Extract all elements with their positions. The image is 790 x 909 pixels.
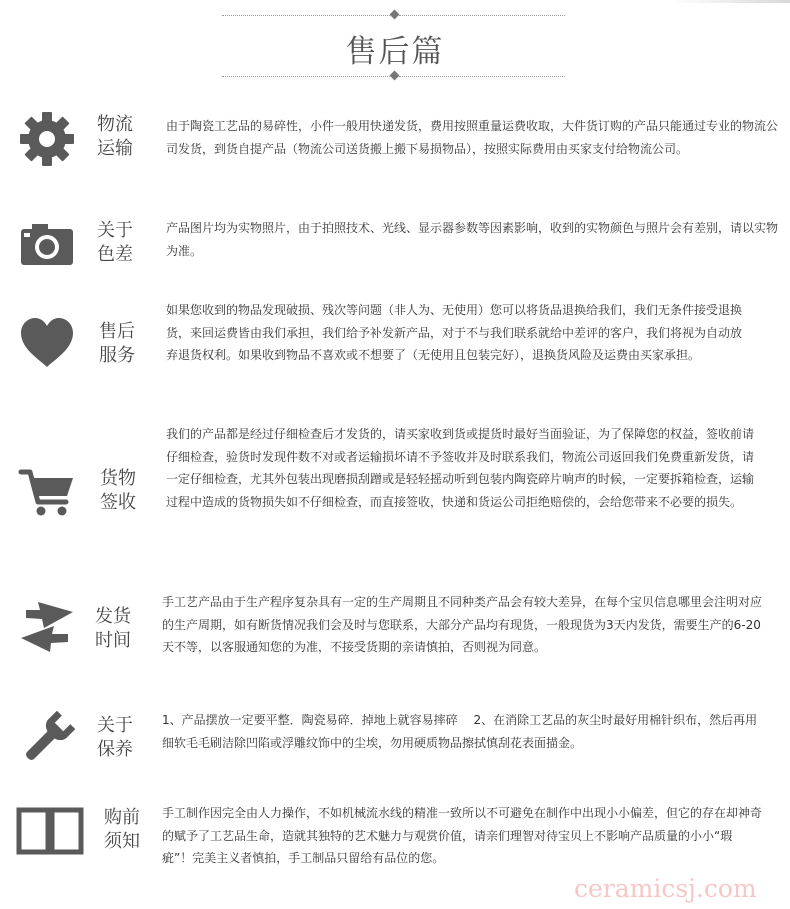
section-text: 产品图片均为实物照片，由于拍照技术、光线、显示器参数等因素影响，收到的实物颜色与照片会有差别，请以实物为准。 [166, 221, 779, 258]
section-label: 物流 运输 [97, 114, 133, 159]
wrench-icon [18, 710, 76, 768]
section-purchase-notice [0, 798, 790, 878]
open-book-icon [15, 802, 85, 856]
section-label: 关于 保养 [97, 715, 133, 760]
section-delivery-acceptance [0, 422, 790, 542]
top-divider-left [222, 15, 390, 16]
page-header [0, 0, 790, 80]
section-text: 如果您收到的物品发现破损、残次等问题（非人为、无使用）您可以将货品退换给我们，我们无条件接受退换货，来回运费皆由我们承担，我们给予补发新产品，对于不与我们联系就给中差评的客户，我们将视为自动放弃退货权利。如果收到物品不喜欢或不想要了（无使用且包装完好），退换货风险及运费由买家承担。 [166, 303, 743, 362]
exchange-arrows-icon [18, 598, 76, 656]
site-watermark: ceramicsj.com [574, 874, 757, 903]
section-text: 由于陶瓷工艺品的易碎性，小件一般用快递发货，费用按照重量运费收取，大件货订购的产品只能通过专业的物流公司发货，到货自提产品（物流公司送货搬上搬下易损物品），按照实际费用由买家支付给物流公司。 [166, 119, 779, 156]
section-label: 发货 时间 [95, 606, 131, 651]
bottom-divider-left [222, 76, 390, 77]
section-text: 手工艺产品由于生产程序复杂具有一定的生产周期且不同种类产品会有较大差异，在每个宝贝信息哪里会注明对应的生产周期，如有断货情况我们会及时与您联系，大部分产品均有现货，一般现货为3天内发货，需要生产的6-20天不等，以客服通知您的为准，不接受货期的亲请慎拍，否则视为同意。 [162, 595, 763, 654]
bottom-divider-right [399, 76, 565, 77]
bottom-divider-diamond [390, 71, 400, 81]
top-divider-diamond [390, 10, 400, 20]
camera-icon [18, 216, 76, 274]
heart-icon [18, 315, 76, 373]
section-text: 手工制作因完全由人力操作，不如机械流水线的精准一致所以不可避免在制作中出现小小偏差，但它的存在却神奇的赋予了工艺品生命，造就其独特的艺术魅力与观赏价值，请亲们理智对待宝贝上不影响产品质量的小小“瑕疵”！完美主义者慎拍，手工制品只留给有品位的您。 [162, 806, 763, 865]
section-color-difference [0, 214, 790, 274]
section-maintenance [0, 708, 790, 768]
section-label: 货物 签收 [100, 468, 136, 513]
shopping-cart-icon [18, 464, 76, 522]
section-shipping-time [0, 590, 790, 670]
page-title: 售后篇 [345, 34, 445, 70]
section-label: 售后 服务 [99, 321, 135, 366]
section-label: 关于 色差 [97, 220, 133, 265]
gear-icon [18, 110, 76, 168]
top-divider-right [399, 15, 565, 16]
section-label: 购前 须知 [104, 807, 140, 852]
section-text: 1、产品摆放一定要平整．陶瓷易碎．掉地上就容易摔碎 2、在消除工艺品的灰尘时最好用棉针织布，然后再用细软毛毛刷洁除凹陷或浮雕纹饰中的尘埃，勿用硬质物品擦拭慎刮花表面描金。 [162, 713, 758, 750]
section-logistics [0, 108, 790, 188]
top-fade-line [670, 0, 790, 3]
section-after-sale-service [0, 298, 790, 398]
section-text: 我们的产品都是经过仔细检查后才发货的，请买家收到货或提货时最好当面验证，为了保障您的权益，签收前请仔细检查，验货时发现件数不对或者运输损坏请不予签收并及时联系我们，物流公司返回我们免费重新发货，请一定仔细检查，尤其外包装出现磨损刮蹭或是轻轻摇动听到包装内陶瓷碎片响声的时候，一定要拆箱检查，运输过程中造成的货物损失如不仔细检查，而直接签收，快递和货运公司拒绝赔偿的，会给您带来不必要的损失。 [166, 427, 755, 509]
